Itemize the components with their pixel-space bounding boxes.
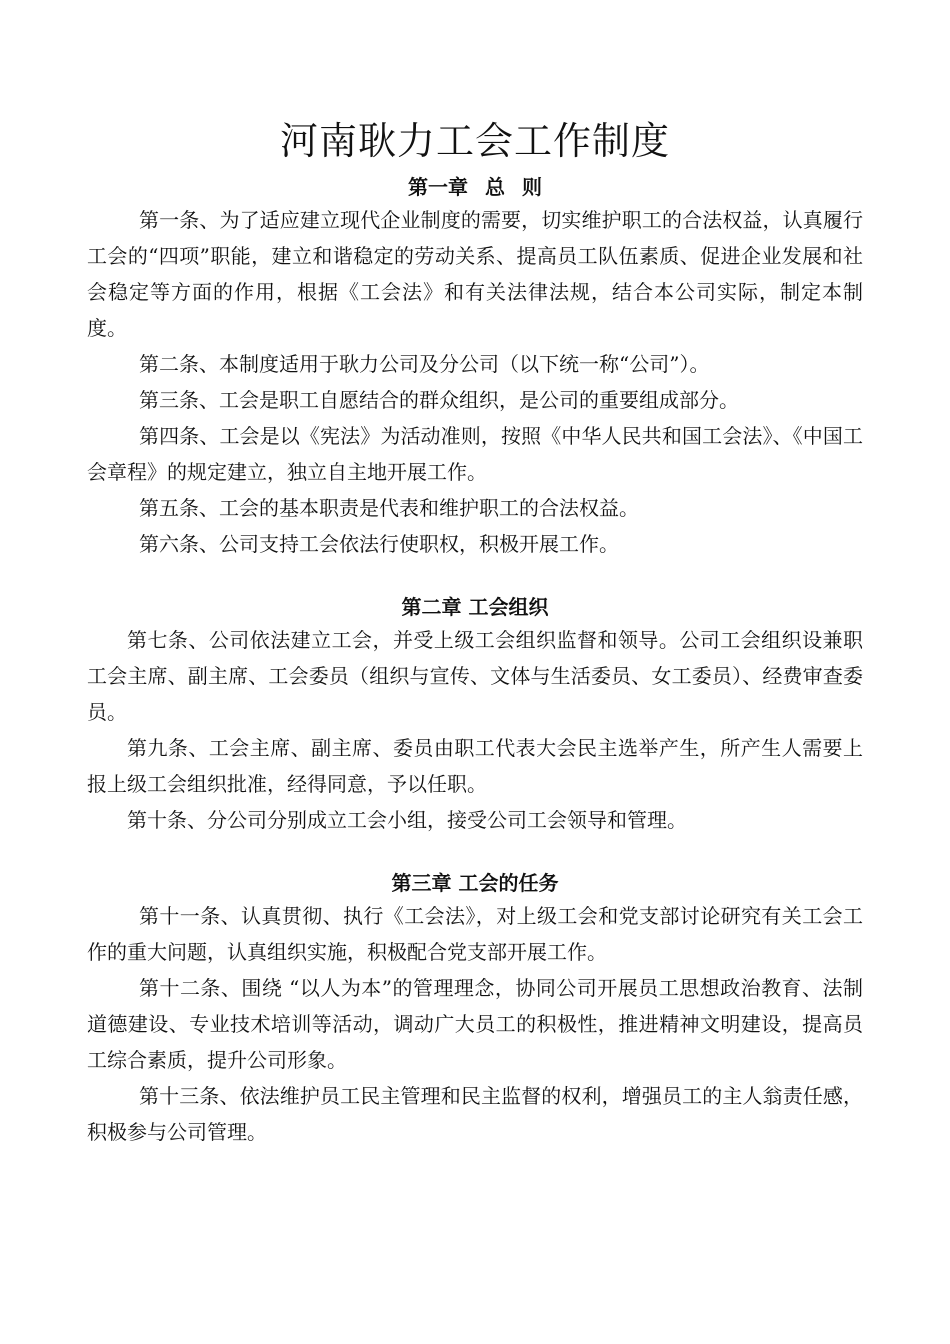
article-9: 第九条、工会主席、副主席、委员由职工代表大会民主选举产生，所产生人需要上报上级工会组织批准，经得同意，予以任职。 — [87, 736, 863, 796]
article-7: 第七条、公司依法建立工会，并受上级工会组织监督和领导。公司工会组织设兼职工会主席、副主席、工会委员（组织与宣传、文体与生活委员、女工委员）、经费审查委员。 — [87, 628, 863, 724]
article-1: 第一条、为了适应建立现代企业制度的需要，切实维护职工的合法权益，认真履行工会的“四项”职能，建立和谐稳定的劳动关系、提高员工队伍素质、促进企业发展和社会稳定等方面的作用，根据《工会法》和有关法律法规，结合本公司实际，制定本制度。 — [87, 208, 863, 340]
article-10: 第十条、分公司分别成立工会小组，接受公司工会领导和管理。 — [127, 808, 687, 832]
chapter-heading: 第三章 工会的任务 — [391, 871, 559, 895]
chapter-spacer — [87, 562, 863, 592]
article-2: 第二条、本制度适用于耿力公司及分公司（以下统一称“公司”）。 — [139, 352, 710, 376]
document-page — [87, 118, 863, 1150]
article-13: 第十三条、依法维护员工民主管理和民主监督的权利，增强员工的主人翁责任感，积极参与公司管理。 — [87, 1084, 863, 1144]
chapter-heading: 第一章 总 则 — [408, 175, 542, 199]
article-6: 第六条、公司支持工会依法行使职权，积极开展工作。 — [139, 532, 619, 556]
article-5: 第五条、工会的基本职责是代表和维护职工的合法权益。 — [139, 496, 639, 520]
chapter-2 — [87, 592, 863, 838]
article-12: 第十二条、围绕 “以人为本”的管理理念，协同公司开展员工思想政治教育、法制道德建设、专业技术培训等活动，调动广大员工的积极性，推进精神文明建设，提高员工综合素质，提升公司形象。 — [87, 976, 863, 1072]
article-4: 第四条、工会是以《宪法》为活动准则，按照《中华人民共和国工会法》、《中国工会章程》的规定建立，独立自主地开展工作。 — [87, 424, 863, 484]
chapter-3 — [87, 868, 863, 1150]
chapter-heading: 第二章 工会组织 — [401, 595, 549, 619]
document-title: 河南耿力工会工作制度 — [279, 119, 670, 163]
article-11: 第十一条、认真贯彻、执行《工会法》，对上级工会和党支部讨论研究有关工会工作的重大问题，认真组织实施，积极配合党支部开展工作。 — [87, 904, 863, 964]
chapter-spacer — [87, 838, 863, 868]
chapter-1 — [87, 172, 863, 562]
article-3: 第三条、工会是职工自愿结合的群众组织，是公司的重要组成部分。 — [139, 388, 739, 412]
